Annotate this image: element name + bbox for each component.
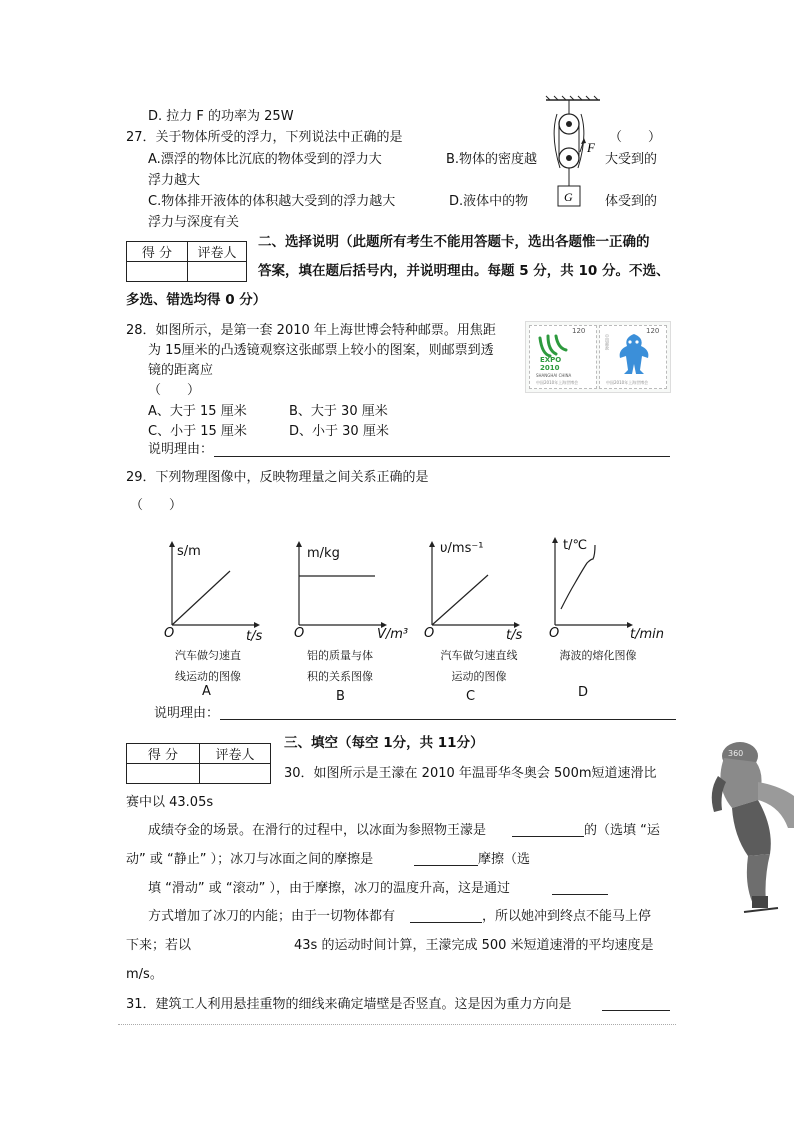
graph-c-origin: O: [424, 626, 435, 641]
skater-helmet-number: 360: [728, 749, 744, 758]
q29-reason-blank[interactable]: [220, 719, 676, 720]
q28-option-c: C、小于 15 厘米: [148, 424, 247, 439]
graph-a-origin: O: [164, 626, 175, 641]
graph-c-letter: C: [466, 689, 476, 704]
grader-cell[interactable]: [188, 262, 247, 282]
q27-option-d: D.液体中的物: [449, 194, 529, 209]
graph-a-xlabel: t/s: [246, 629, 263, 644]
graph-a-letter: A: [202, 684, 211, 699]
pulley-weight-label: G: [564, 190, 573, 204]
score-table-section-3: [126, 743, 271, 784]
q28-option-b: B、大于 30 厘米: [289, 404, 388, 419]
speed-skater-picture: [704, 736, 794, 922]
score-header: 得 分: [127, 242, 188, 262]
score-table-section-2: [126, 241, 247, 282]
q30-line-8: m/s。: [126, 967, 163, 982]
q30-line-2: 赛中以 43.05s: [126, 795, 214, 810]
graph-d-origin: O: [549, 626, 560, 641]
q28-reason-blank[interactable]: [214, 456, 670, 457]
expo-stamps: [525, 321, 671, 393]
q27-option-b-cont: 浮力越大: [148, 173, 201, 188]
q29-paren: （ ）: [130, 498, 183, 513]
score-header: 得 分: [127, 744, 200, 764]
q28-line-3: 镜的距离应: [148, 363, 214, 378]
graph-c-line: [432, 575, 488, 625]
stamp-value-1: 120: [572, 327, 586, 335]
q27-paren: （ ）: [609, 130, 662, 145]
pulley-figure: [540, 96, 610, 214]
stamp-side-text: 中国邮政: [605, 334, 610, 350]
q30-blank-3[interactable]: [552, 894, 608, 895]
graph-c-ylabel: υ/ms⁻¹: [440, 541, 484, 556]
graph-d-curve: [561, 545, 595, 609]
graph-d-xlabel: t/min: [630, 627, 664, 642]
q28-option-d: D、小于 30 厘米: [289, 424, 389, 439]
q28-line-1: 28．如图所示，是第一套 2010 年上海世博会特种邮票。用焦距: [126, 323, 496, 338]
score-cell[interactable]: [127, 262, 188, 282]
stamp-note-1: 中国2010年上海世博会: [536, 380, 579, 385]
q27-option-b: B.物体的密度越: [446, 152, 538, 167]
q30-blank-4[interactable]: [410, 922, 482, 923]
q27-option-d-tail: 体受到的: [605, 194, 658, 209]
score-cell[interactable]: [127, 764, 200, 784]
section-2-line-1: 二、选择说明（此题所有考生不能用答题卡，选出各题惟一正确的: [258, 234, 650, 250]
q30-line-1: 30．如图所示是王濛在 2010 年温哥华冬奥会 500m短道速滑比: [284, 766, 657, 781]
q30-line-4b: 摩擦（选: [478, 852, 531, 867]
section-3-title: 三、填空（每空 1分，共 11分）: [284, 735, 484, 751]
stamp-expo-logo: [529, 325, 597, 389]
q30-line-7b: 43s 的运动时间计算，王濛完成 500 米短道速滑的平均速度是: [294, 938, 654, 953]
q30-line-7a: 下来；若以: [126, 938, 192, 953]
stamp-haibao-mascot: [599, 325, 667, 389]
q30-line-3a: 成绩夺金的场景。在滑行的过程中，以冰面为参照物王濛是: [148, 823, 487, 838]
q27-stem: 27．关于物体所受的浮力，下列说法中正确的是: [126, 130, 403, 145]
graph-c-caption-2: 运动的图像: [451, 670, 507, 683]
grader-cell[interactable]: [200, 764, 271, 784]
q31-text: 31．建筑工人利用悬挂重物的细线来确定墙壁是否竖直。这是因为重力方向是: [126, 997, 572, 1012]
graph-b-caption-1: 铝的质量与体: [307, 649, 373, 662]
graph-d-caption-1: 海波的熔化图像: [559, 649, 637, 662]
q30-line-6b: ，所以她冲到终点不能马上停: [482, 909, 652, 924]
q26-option-d: D. 拉力 F 的功率为 25W: [148, 109, 294, 124]
graph-a-line: [172, 571, 230, 625]
q30-line-3b: 的（选填 “运: [584, 823, 660, 838]
graph-c-caption-1: 汽车做匀速直线: [440, 649, 518, 662]
stamp-expo-text: EXPO: [540, 356, 562, 364]
q27-option-c: C.物体排开液体的体积越大受到的浮力越大: [148, 194, 396, 209]
q30-blank-2[interactable]: [414, 865, 478, 866]
page-divider: [118, 1024, 676, 1025]
graph-b-caption-2: 积的关系图像: [307, 670, 373, 683]
q29-reason-label: 说明理由：: [154, 706, 220, 721]
q30-blank-1[interactable]: [512, 836, 584, 837]
graph-b-ylabel: m/kg: [307, 546, 340, 561]
stamp-city-text: SHANGHAI CHINA: [536, 373, 572, 378]
q30-line-6a: 方式增加了冰刀的内能；由于一切物体都有: [148, 909, 396, 924]
q27-option-d-cont: 浮力与深度有关: [148, 215, 240, 230]
stamp-year-text: 2010: [540, 364, 560, 372]
graph-a-ylabel: s/m: [177, 544, 201, 559]
graph-d-ylabel: t/℃: [563, 538, 588, 553]
graph-a-caption-1: 汽车做匀速直: [175, 649, 241, 662]
stamp-note-2: 中国2010年上海世博会: [606, 380, 649, 385]
q29-stem: 29．下列物理图像中，反映物理量之间关系正确的是: [126, 470, 429, 485]
q27-option-b-tail: 大受到的: [605, 152, 658, 167]
q28-line-2: 为 15厘米的凸透镜观察这张邮票上较小的图案，则邮票到透: [148, 343, 494, 358]
section-2-line-2: 答案，填在题后括号内，并说明理由。每题 5 分，共 10 分。不选、: [258, 263, 670, 279]
q30-line-5a: 填 “滑动” 或 “滚动” ），由于摩擦，冰刀的温度升高，这是通过: [148, 881, 510, 896]
graph-a-caption-2: 线运动的图像: [175, 670, 241, 683]
graph-b-origin: O: [294, 626, 305, 641]
grader-header: 评卷人: [200, 744, 271, 764]
graph-c-xlabel: t/s: [506, 628, 523, 643]
q30-line-4a: 动” 或 “静止” ）；冰刀与冰面之间的摩擦是: [126, 852, 374, 867]
q28-paren: （ ）: [148, 383, 201, 398]
haibao-mascot-icon: [614, 332, 654, 376]
graph-b-letter: B: [336, 689, 345, 704]
pulley-force-label: F: [587, 140, 595, 155]
q28-option-a: A、大于 15 厘米: [148, 404, 247, 419]
stamp-value-2: 120: [646, 327, 660, 335]
graph-d-letter: D: [578, 685, 589, 700]
q27-option-a: A.漂浮的物体比沉底的物体受到的浮力大: [148, 152, 382, 167]
grader-header: 评卷人: [188, 242, 247, 262]
section-2-line-3: 多选、错选均得 0 分）: [126, 292, 267, 308]
q31-blank[interactable]: [602, 1010, 670, 1011]
q28-reason-label: 说明理由：: [148, 442, 214, 457]
graph-b-xlabel: V/m³: [377, 627, 409, 642]
